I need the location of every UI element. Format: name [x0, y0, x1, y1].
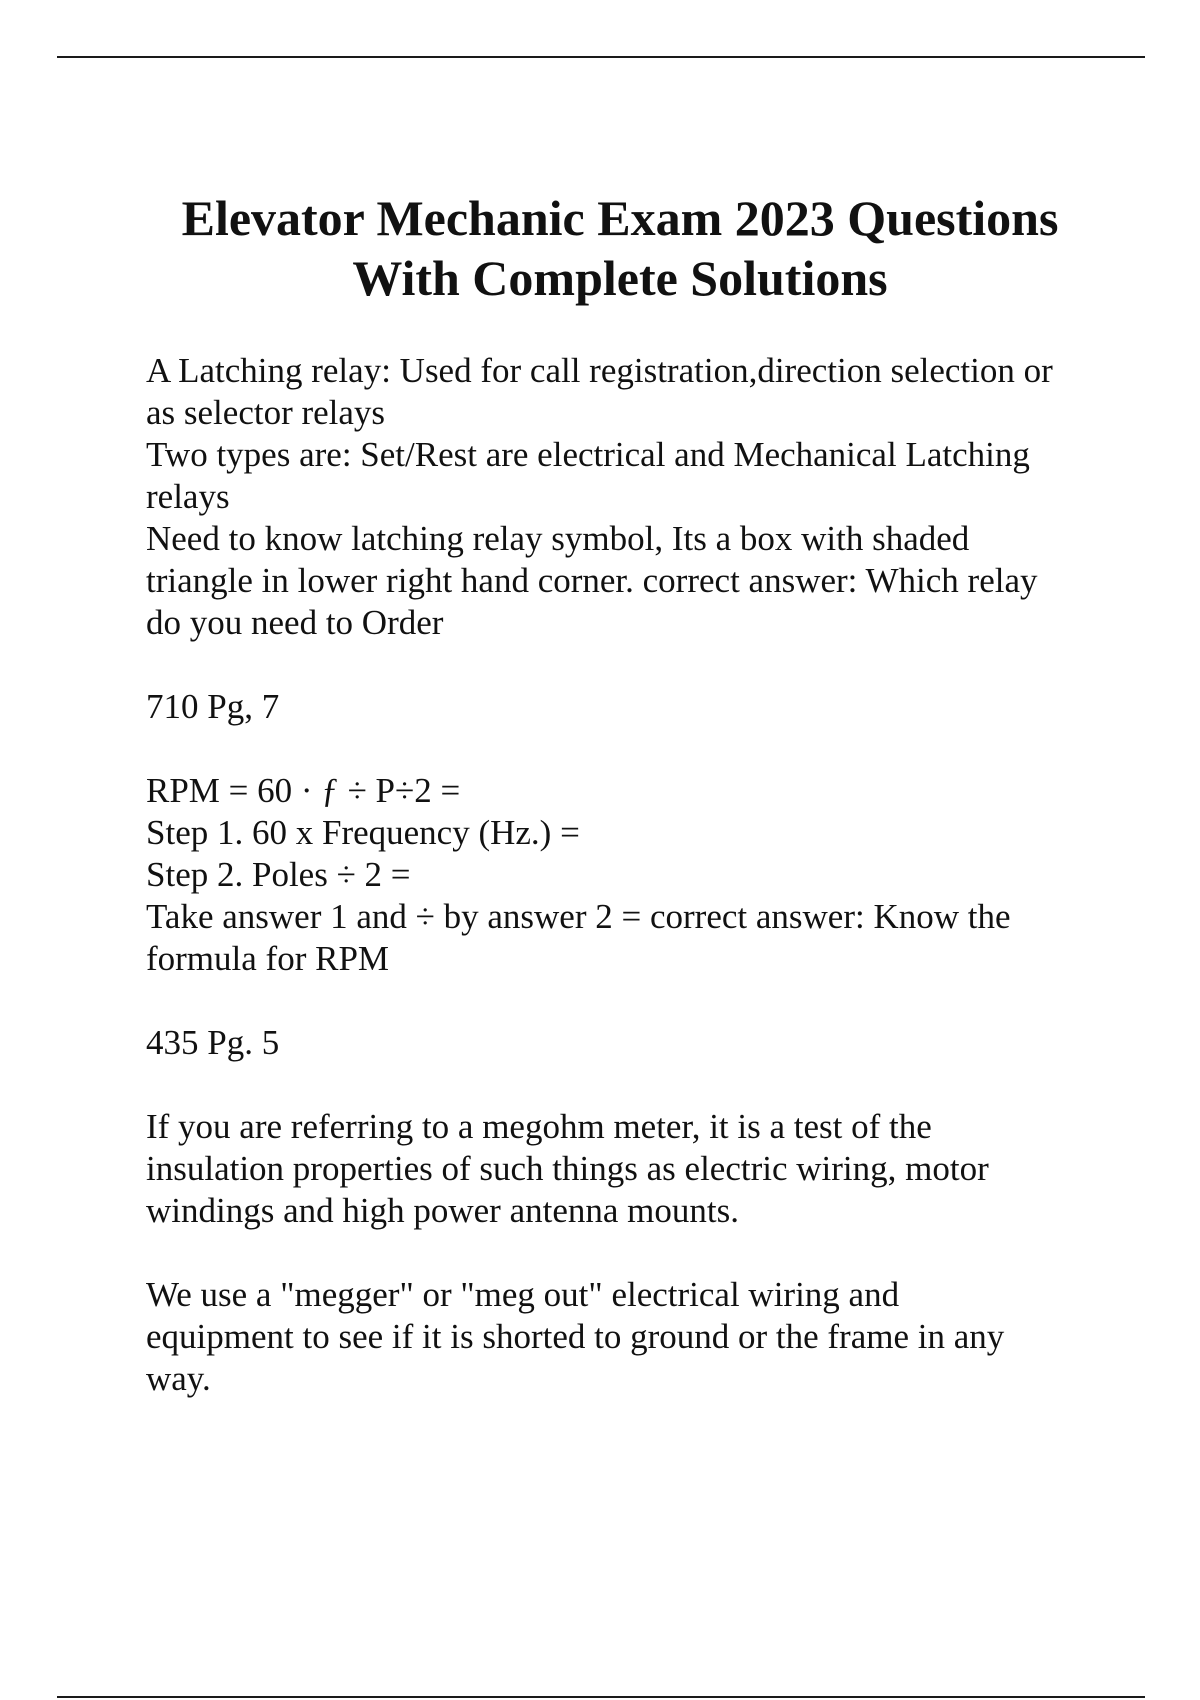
paragraph-latching-relay: [146, 350, 1106, 644]
text-line: RPM = 60 · ƒ ÷ P÷2 =: [146, 771, 461, 810]
text-line: equipment to see if it is shorted to ground or the frame in any: [146, 1317, 1005, 1356]
footer-rule: [57, 1696, 1145, 1698]
paragraph-megger: [146, 1274, 1106, 1400]
text-line: A Latching relay: Used for call registration,direction selection or: [146, 351, 1053, 390]
text-line: formula for RPM: [146, 939, 390, 978]
text-line: Need to know latching relay symbol, Its a box with shaded: [146, 519, 970, 558]
paragraph-rpm-formula: [146, 770, 1106, 980]
text-line: insulation properties of such things as electric wiring, motor: [146, 1149, 989, 1188]
paragraph-page-reference-710: [146, 686, 1106, 728]
paragraph-megohm-meter: [146, 1106, 1106, 1232]
text-line: Step 1. 60 x Frequency (Hz.) =: [146, 813, 580, 852]
text-line: Two types are: Set/Rest are electrical and Mechanical Latching: [146, 435, 1030, 474]
text-line: windings and high power antenna mounts.: [146, 1191, 739, 1230]
header-rule: [57, 56, 1145, 58]
text-line: do you need to Order: [146, 603, 444, 642]
document-title: [100, 188, 1140, 308]
text-line: We use a "megger" or "meg out" electrical wiring and: [146, 1275, 900, 1314]
text-line: If you are referring to a megohm meter, it is a test of the: [146, 1107, 932, 1146]
paragraph-page-reference-435: [146, 1022, 1106, 1064]
document-body: [146, 350, 1106, 1442]
text-line: as selector relays: [146, 393, 386, 432]
text-line: Take answer 1 and ÷ by answer 2 = correct answer: Know the: [146, 897, 1011, 936]
title-line-2: With Complete Solutions: [352, 250, 888, 306]
text-line: Step 2. Poles ÷ 2 =: [146, 855, 411, 894]
text-line: relays: [146, 477, 230, 516]
text-line: 435 Pg. 5: [146, 1023, 280, 1062]
text-line: triangle in lower right hand corner. correct answer: Which relay: [146, 561, 1038, 600]
title-line-1: Elevator Mechanic Exam 2023 Questions: [181, 190, 1059, 246]
text-line: way.: [146, 1359, 211, 1398]
text-line: 710 Pg, 7: [146, 687, 280, 726]
